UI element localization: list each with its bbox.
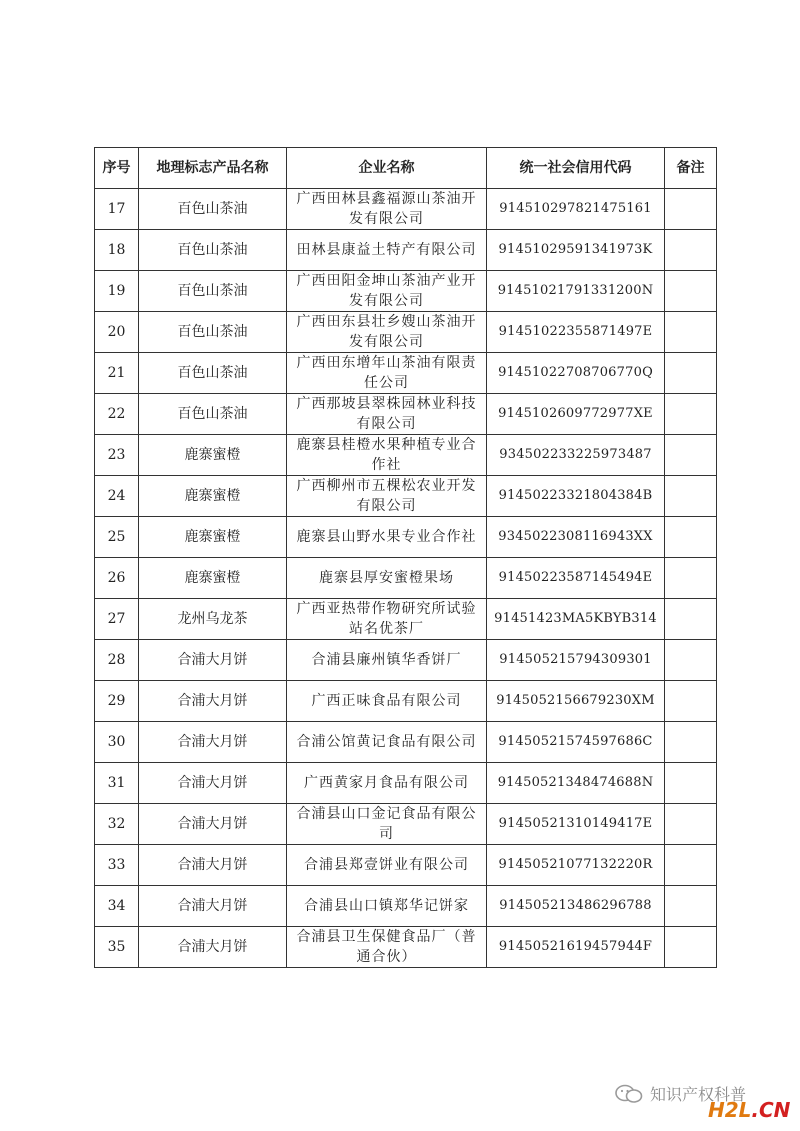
row-product: 鹿寨蜜橙: [139, 435, 287, 476]
table-header-row: [95, 148, 717, 189]
table-row: [95, 722, 717, 763]
row-product: 百色山茶油: [139, 312, 287, 353]
row-company: 广西田林县鑫福源山茶油开发有限公司: [287, 189, 487, 230]
row-company: 合浦县卫生保健食品厂（普通合伙）: [287, 927, 487, 968]
row-company: 鹿寨县山野水果专业合作社: [287, 517, 487, 558]
header-credit-code: 统一社会信用代码: [487, 148, 665, 189]
row-company: 鹿寨县桂橙水果种植专业合作社: [287, 435, 487, 476]
row-product: 合浦大月饼: [139, 927, 287, 968]
row-note: [665, 722, 717, 763]
table-row: [95, 845, 717, 886]
row-index: 26: [95, 558, 139, 599]
row-company: 广西柳州市五棵松农业开发有限公司: [287, 476, 487, 517]
table-row: [95, 271, 717, 312]
row-company: 合浦县廉州镇华香饼厂: [287, 640, 487, 681]
row-note: [665, 640, 717, 681]
row-note: [665, 353, 717, 394]
table-row: [95, 681, 717, 722]
row-company: 广西田东县壮乡嫂山茶油开发有限公司: [287, 312, 487, 353]
row-note: [665, 558, 717, 599]
row-note: [665, 681, 717, 722]
row-note: [665, 599, 717, 640]
row-index: 24: [95, 476, 139, 517]
row-product: 鹿寨蜜橙: [139, 558, 287, 599]
row-note: [665, 804, 717, 845]
row-credit-code: 914505213486296788: [487, 886, 665, 927]
table-row: [95, 558, 717, 599]
table-row: [95, 599, 717, 640]
table-row: [95, 435, 717, 476]
row-credit-code: 914505215794309301: [487, 640, 665, 681]
row-index: 27: [95, 599, 139, 640]
table-row: [95, 927, 717, 968]
row-credit-code: 91450521348474688N: [487, 763, 665, 804]
row-product: 合浦大月饼: [139, 681, 287, 722]
row-company: 广西田阳金坤山茶油产业开发有限公司: [287, 271, 487, 312]
table-row: [95, 886, 717, 927]
row-product: 合浦大月饼: [139, 640, 287, 681]
row-company: 鹿寨县厚安蜜橙果场: [287, 558, 487, 599]
table-row: [95, 476, 717, 517]
row-index: 30: [95, 722, 139, 763]
row-note: [665, 394, 717, 435]
row-product: 合浦大月饼: [139, 845, 287, 886]
row-index: 17: [95, 189, 139, 230]
row-company: 合浦县郑壹饼业有限公司: [287, 845, 487, 886]
watermark-text: 知识产权科普: [650, 1085, 747, 1104]
row-credit-code: 9345022308116943XX: [487, 517, 665, 558]
row-credit-code: 91450521619457944F: [487, 927, 665, 968]
row-credit-code: 934502233225973487: [487, 435, 665, 476]
site-logo: [708, 1098, 790, 1122]
row-index: 18: [95, 230, 139, 271]
row-note: [665, 763, 717, 804]
table-row: [95, 353, 717, 394]
row-product: 百色山茶油: [139, 271, 287, 312]
row-credit-code: 91450521310149417E: [487, 804, 665, 845]
row-index: 22: [95, 394, 139, 435]
row-index: 23: [95, 435, 139, 476]
row-product: 鹿寨蜜橙: [139, 517, 287, 558]
row-index: 25: [95, 517, 139, 558]
row-product: 合浦大月饼: [139, 763, 287, 804]
row-note: [665, 886, 717, 927]
row-note: [665, 476, 717, 517]
row-product: 合浦大月饼: [139, 804, 287, 845]
site-logo-suffix: .CN: [751, 1098, 791, 1122]
row-credit-code: 91450521574597686C: [487, 722, 665, 763]
row-company: 田林县康益土特产有限公司: [287, 230, 487, 271]
row-index: 31: [95, 763, 139, 804]
row-company: 合浦县山口金记食品有限公司: [287, 804, 487, 845]
row-company: 广西正味食品有限公司: [287, 681, 487, 722]
row-note: [665, 845, 717, 886]
table-row: [95, 230, 717, 271]
row-product: 龙州乌龙茶: [139, 599, 287, 640]
row-note: [665, 230, 717, 271]
row-product: 百色山茶油: [139, 189, 287, 230]
row-company: 广西那坡县翠株园林业科技有限公司: [287, 394, 487, 435]
row-credit-code: 91451029591341973K: [487, 230, 665, 271]
table-row: [95, 640, 717, 681]
row-company: 广西田东增年山茶油有限责任公司: [287, 353, 487, 394]
row-company: 合浦公馆黄记食品有限公司: [287, 722, 487, 763]
table-row: [95, 312, 717, 353]
header-note: 备注: [665, 148, 717, 189]
row-note: [665, 927, 717, 968]
row-credit-code: 914510297821475161: [487, 189, 665, 230]
row-note: [665, 312, 717, 353]
enterprise-table: [94, 147, 717, 968]
table-row: [95, 189, 717, 230]
header-product: 地理标志产品名称: [139, 148, 287, 189]
row-credit-code: 91451022355871497E: [487, 312, 665, 353]
row-credit-code: 9145102609772977XE: [487, 394, 665, 435]
row-credit-code: 9145052156679230XM: [487, 681, 665, 722]
table-row: [95, 804, 717, 845]
site-logo-main: H2L: [708, 1098, 752, 1122]
row-credit-code: 91450521077132220R: [487, 845, 665, 886]
table-row: [95, 517, 717, 558]
row-index: 35: [95, 927, 139, 968]
row-product: 合浦大月饼: [139, 886, 287, 927]
row-product: 百色山茶油: [139, 230, 287, 271]
row-credit-code: 91451423MA5KBYB314: [487, 599, 665, 640]
row-index: 29: [95, 681, 139, 722]
row-credit-code: 91450223321804384B: [487, 476, 665, 517]
row-product: 合浦大月饼: [139, 722, 287, 763]
header-index: 序号: [95, 148, 139, 189]
row-credit-code: 91450223587145494E: [487, 558, 665, 599]
wechat-icon: [614, 1083, 644, 1105]
row-index: 21: [95, 353, 139, 394]
row-index: 33: [95, 845, 139, 886]
row-index: 20: [95, 312, 139, 353]
row-credit-code: 91451022708706770Q: [487, 353, 665, 394]
row-company: 合浦县山口镇郑华记饼家: [287, 886, 487, 927]
row-product: 百色山茶油: [139, 394, 287, 435]
row-company: 广西黄家月食品有限公司: [287, 763, 487, 804]
row-note: [665, 517, 717, 558]
row-index: 34: [95, 886, 139, 927]
row-product: 鹿寨蜜橙: [139, 476, 287, 517]
row-credit-code: 91451021791331200N: [487, 271, 665, 312]
row-company: 广西亚热带作物研究所试验站名优茶厂: [287, 599, 487, 640]
row-index: 28: [95, 640, 139, 681]
row-index: 19: [95, 271, 139, 312]
row-product: 百色山茶油: [139, 353, 287, 394]
row-note: [665, 435, 717, 476]
row-note: [665, 189, 717, 230]
row-index: 32: [95, 804, 139, 845]
header-company: 企业名称: [287, 148, 487, 189]
table-row: [95, 763, 717, 804]
table-row: [95, 394, 717, 435]
row-note: [665, 271, 717, 312]
watermark: [612, 1080, 792, 1120]
